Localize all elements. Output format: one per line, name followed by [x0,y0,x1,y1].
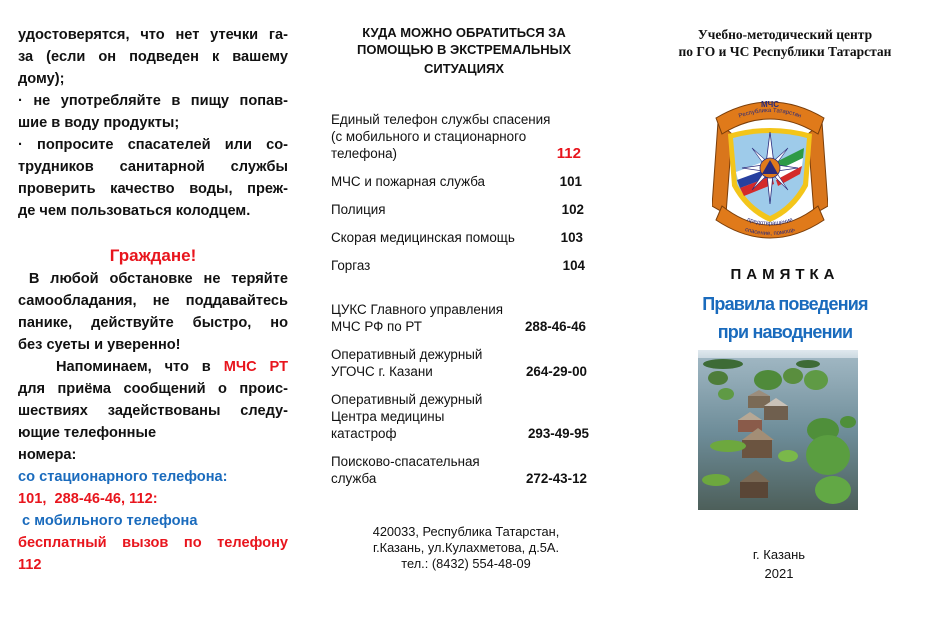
contact-number: 293-49-95 [527,426,589,441]
leaflet-subtitle [650,290,920,346]
landline-label: со стационарного телефона: [18,469,228,485]
contact-number: 288-46-46 [524,319,586,334]
contact-label: ЦУКС Главного управления [331,302,503,317]
subtitle-line: Правила поведения [702,294,868,314]
contact-row [331,453,587,487]
city-name: г. Казань [752,547,806,562]
text-line: за (если он подведен к вашему [18,49,288,65]
reminder-text: Напоминаем, что в [56,359,224,375]
text-line: проверить качество воды, преж- [18,181,288,197]
contact-number: 272-43-12 [525,471,587,486]
contact-label: Оперативный дежурный [331,392,483,407]
organization-name [650,26,920,60]
contact-number: 103 [560,230,583,245]
emblem-bottom-text: спасение, помощь [744,226,796,238]
contact-number: 104 [562,258,585,273]
contact-row [331,111,581,162]
contacts-title [331,24,593,77]
contact-label: (с мобильного и стационарного [331,129,527,144]
contact-label: Оперативный дежурный [331,347,483,362]
contact-number: 101 [559,174,582,189]
emblem-ribbon-text: Республика Татарстан [738,107,802,120]
text-line: В любой обстановке не теряйте [18,271,288,287]
emblem-bottom-text: предотвращение [746,217,794,228]
title-line: СИТУАЦИЯХ [423,61,505,76]
mobile-label: с мобильного телефона [18,513,198,529]
contact-label: МЧС РФ по РТ [331,319,422,334]
landline-numbers: 101, 288-46-46, 112: [18,491,158,507]
contact-row [331,301,586,335]
org-line: Учебно-методический центр [697,27,873,42]
mobile-number: 112 [18,557,42,573]
contact-row [331,173,582,190]
text-line: номера: [18,447,77,463]
flood-photo [698,350,858,510]
contact-row [331,257,585,274]
mchs-emblem-logo [712,94,828,242]
text-line: шие в воду продукты; [18,115,180,131]
contact-label: Полиция [331,202,386,217]
text-line: шествиях задействованы следу- [18,403,288,419]
contact-row [331,391,589,442]
contact-number: 112 [556,145,581,162]
address-line: 420033, Республика Татарстан, [372,524,560,539]
text-line: самообладания, не поддавайтесь [18,293,288,309]
address-block [331,524,601,572]
mchs-rt-highlight: МЧС РТ [223,359,288,375]
contact-label: Центра медицины [331,409,445,424]
text-line: трудников санитарной службы [18,159,288,175]
contact-label: телефона) [331,146,398,161]
mobile-text: бесплатный вызов по телефону [18,535,288,551]
address-line: г.Казань, ул.Кулахметова, д.5А. [372,540,560,555]
contact-row [331,229,583,246]
contact-number: 102 [561,202,584,217]
phone-line: тел.: (8432) 554-48-09 [401,556,531,571]
org-line: по ГО и ЧС Республики Татарстан [678,44,892,59]
contact-row [331,346,587,380]
contact-label: катастроф [331,426,397,441]
text-line [18,356,288,378]
text-line: удостоверятся, что нет утечки га- [18,27,288,43]
contact-row [331,201,584,218]
contact-label: МЧС и пожарная служба [331,174,486,189]
contact-label: служба [331,471,377,486]
contact-label: Поисково-спасательная [331,454,480,469]
title-line: КУДА МОЖНО ОБРАТИТЬСЯ ЗА [362,25,566,40]
contact-label: Скорая медицинская помощь [331,230,515,245]
city-year [714,545,844,583]
text-line: панике, действуйте быстро, но [18,315,288,331]
text-line: дому); [18,71,65,87]
left-panel [18,24,288,576]
text-line: · попросите спасателей или со- [18,137,288,153]
contact-label: Горгаз [331,258,371,273]
text-line: без суеты и уверенно! [18,337,181,353]
subtitle-line: при наводнении [717,322,853,342]
contacts-panel [331,24,593,571]
text-line: ющие телефонные [18,425,157,441]
title-line: ПОМОЩЬЮ В ЭКСТРЕМАЛЬНЫХ [357,42,571,57]
contact-label: УГОЧС г. Казани [331,364,433,379]
contact-number: 264-29-00 [525,364,587,379]
citizens-heading: Граждане! [109,246,197,265]
year: 2021 [764,566,794,581]
contact-label: Единый телефон службы спасения [331,112,551,127]
text-line: · не употребляйте в пищу попав- [18,93,288,109]
emblem-top-text: МЧС [760,100,780,109]
text-line: для приёма сообщений о проис- [18,381,288,397]
pamyatka-title: ПАМЯТКА [730,266,840,283]
text-line: де чем пользоваться колодцем. [18,203,251,219]
